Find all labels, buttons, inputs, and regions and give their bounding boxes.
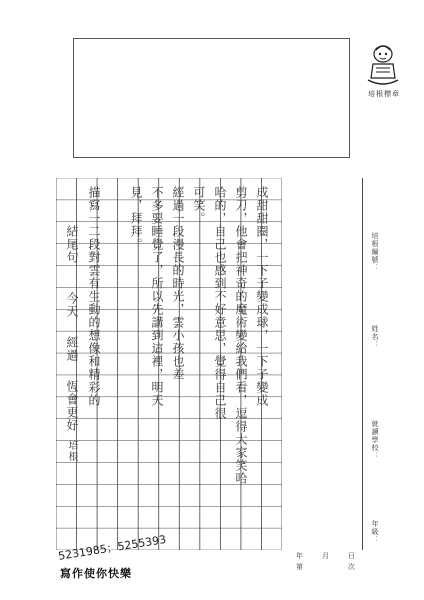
essay-column-5: 經過一段漫長的時光，雲小孩也差: [171, 186, 185, 381]
year-label: 年: [296, 552, 303, 560]
grade-label: 年級：: [371, 520, 379, 544]
essay-column-7: 見，拜拜。: [129, 186, 143, 251]
ordinal-label: 第: [296, 563, 303, 571]
teacher-comment-column-1: 描寫一二段對雲有生動的想像和精彩的: [87, 186, 101, 407]
day-label: 日: [348, 552, 355, 560]
teacher-comment-today: 今天: [65, 292, 79, 318]
side-divider: [362, 178, 363, 550]
essay-column-3: 哈的，自己也感到不好意思，覺得自己很: [213, 186, 227, 420]
teacher-comment-box: [73, 38, 350, 158]
name-label: 姓名：: [371, 325, 379, 349]
teacher-comment-better: 恆會更好: [65, 380, 79, 432]
essay-column-1: 成甜甜圈，一下子變成球，一下子變成: [255, 186, 269, 407]
essay-column-4: 可笑。: [192, 186, 206, 225]
essay-column-2: 剪刀，他會把神奇的魔術變給我們看，逗得大家笑哈: [234, 186, 248, 485]
teacher-signature: 培根: [66, 440, 77, 462]
teacher-comment-passing: 經過: [65, 336, 79, 362]
code-label: 培根編號：: [371, 232, 379, 272]
footer-slogan: 寫作使你快樂: [60, 567, 132, 580]
handwritten-numbers: 5231985；5255393: [57, 532, 167, 563]
month-label: 月: [322, 552, 329, 560]
essay-column-6: 不多要睡覺了，所以先講到這裡，明天: [150, 186, 164, 407]
times-label: 次: [348, 563, 355, 571]
logo-caption: 培根標章: [368, 90, 400, 98]
peigen-logo: [364, 44, 402, 88]
school-label: 就讀學校：: [371, 420, 379, 460]
teacher-comment-ending: 結尾句: [65, 225, 79, 264]
